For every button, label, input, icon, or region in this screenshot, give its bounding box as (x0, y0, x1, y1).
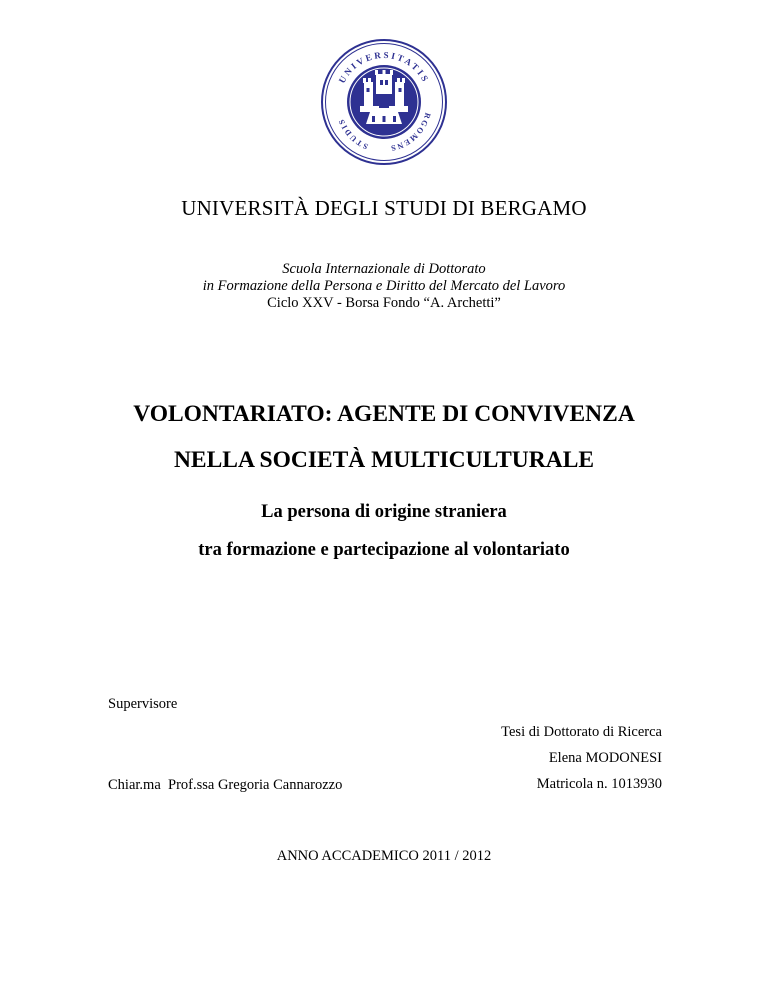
cycle-info: Ciclo XXV - Borsa Fondo “A. Archetti” (267, 295, 501, 311)
thesis-title-line-1: VOLONTARIATO: AGENTE DI CONVIVENZA (133, 401, 635, 427)
thesis-subtitle-line-1: La persona di origine straniera (261, 502, 507, 522)
thesis-type: Tesi di Dottorato di Ricerca (501, 724, 662, 740)
seal-left-text: STUDIS (336, 116, 370, 152)
supervisor-block (108, 637, 342, 826)
doctorate-program: in Formazione della Persona e Diritto del Mercato del Lavoro (202, 278, 566, 294)
school-info (0, 261, 768, 312)
seal-right-text: RGOMENS (388, 111, 433, 154)
seal-icon (320, 38, 448, 166)
thesis-subtitle (0, 493, 768, 569)
candidate-name: Elena MODONESI (548, 750, 662, 766)
university-name: UNIVERSITÀ DEGLI STUDI DI BERGAMO (181, 196, 587, 220)
seal-top-text: UNIVERSITATIS (336, 49, 432, 85)
school-name: Scuola Internazionale di Dottorato (282, 261, 486, 277)
matricola: Matricola n. 1013930 (536, 776, 662, 792)
supervisor-label: Supervisore (108, 696, 178, 712)
university-seal (320, 38, 448, 166)
academic-year: ANNO ACCADEMICO 2011 / 2012 (276, 848, 492, 864)
thesis-title-line-2: NELLA SOCIETÀ MULTICULTURALE (173, 447, 595, 473)
thesis-title (0, 391, 768, 483)
candidate-block (501, 719, 662, 797)
thesis-subtitle-line-2: tra formazione e partecipazione al volontariato (198, 540, 570, 560)
supervisor-name: Chiar.ma Prof.ssa Gregoria Cannarozzo (108, 777, 343, 793)
